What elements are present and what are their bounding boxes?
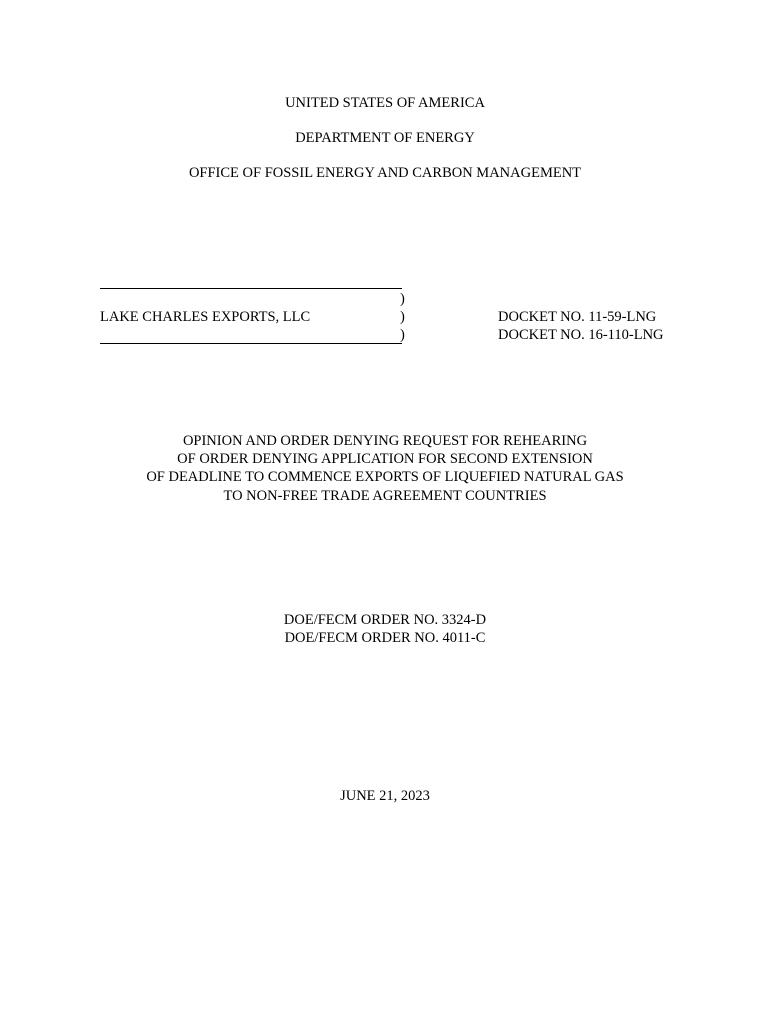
title-line-3: OF DEADLINE TO COMMENCE EXPORTS OF LIQUEFIED NATURAL GAS [146,469,624,485]
order-date: JUNE 21, 2023 [340,788,430,804]
docket-number-2: DOCKET NO. 16-110-LNG [498,327,664,343]
title-line-4: TO NON-FREE TRADE AGREEMENT COUNTRIES [223,488,547,504]
order-number-2: DOE/FECM ORDER NO. 4011-C [284,630,486,646]
caption-top-rule [100,288,402,289]
caption-paren-3: ) [400,327,405,343]
caption-party-name: LAKE CHARLES EXPORTS, LLC [100,309,311,325]
title-line-1: OPINION AND ORDER DENYING REQUEST FOR REHEARING [182,433,588,449]
header-country: UNITED STATES OF AMERICA [285,95,485,111]
header-department: DEPARTMENT OF ENERGY [295,130,475,146]
caption-paren-2: ) [400,309,405,325]
header-office: OFFICE OF FOSSIL ENERGY AND CARBON MANAGEMENT [188,165,582,181]
docket-number-1: DOCKET NO. 11-59-LNG [498,309,657,325]
order-number-1: DOE/FECM ORDER NO. 3324-D [283,612,487,628]
caption-paren-1: ) [400,291,405,307]
title-line-2: OF ORDER DENYING APPLICATION FOR SECOND EXTENSION [177,451,593,467]
caption-bottom-rule [100,343,402,344]
